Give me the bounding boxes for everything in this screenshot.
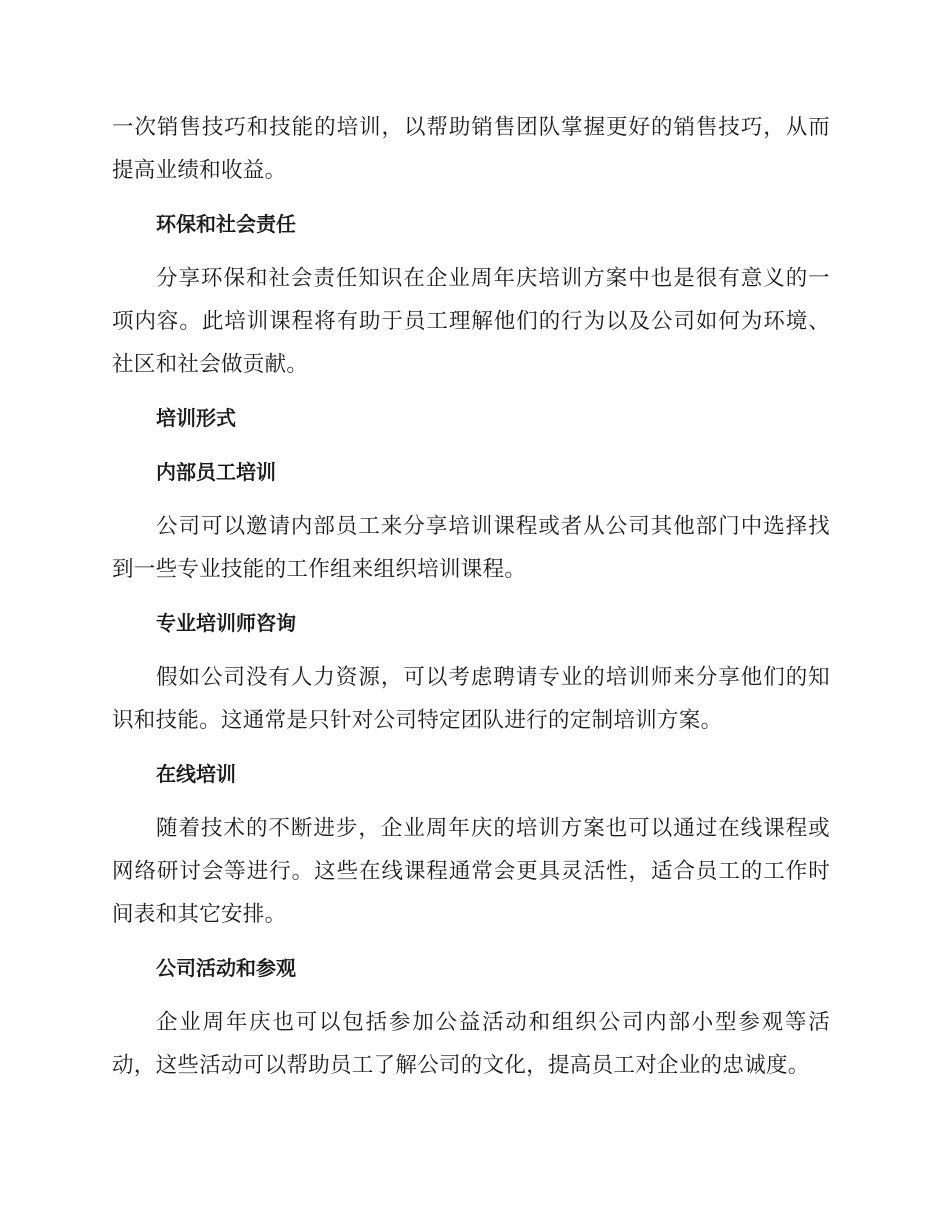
paragraph-environmental-social-responsibility: 分享环保和社会责任知识在企业周年庆培训方案中也是很有意义的一项内容。此培训课程将有助于员工理解他们的行为以及公司如何为环境、社区和社会做贡献。 (112, 266, 830, 377)
heading-environmental-social-responsibility: 环保和社会责任 (156, 212, 296, 236)
heading-internal-staff-training: 内部员工培训 (156, 460, 276, 484)
heading-company-activities-visits: 公司活动和参观 (156, 956, 296, 980)
document-page (112, 106, 830, 1087)
paragraph-online-training: 随着技术的不断进步，企业周年庆的培训方案也可以通过在线课程或网络研讨会等进行。这些在线课程通常会更具灵活性，适合员工的工作时间表和其它安排。 (112, 816, 830, 927)
heading-professional-trainer-consulting: 专业培训师咨询 (156, 611, 296, 635)
paragraph-professional-trainer-consulting: 假如公司没有人力资源，可以考虑聘请专业的培训师来分享他们的知识和技能。这通常是只针对公司特定团队进行的定制培训方案。 (112, 665, 830, 733)
paragraph-sales-training-continued: 一次销售技巧和技能的培训，以帮助销售团队掌握更好的销售技巧，从而提高业绩和收益。 (112, 115, 830, 183)
paragraph-company-activities-visits: 企业周年庆也可以包括参加公益活动和组织公司内部小型参观等活动，这些活动可以帮助员工了解公司的文化，提高员工对企业的忠诚度。 (112, 1010, 830, 1078)
paragraph-internal-staff-training: 公司可以邀请内部员工来分享培训课程或者从公司其他部门中选择找到一些专业技能的工作组来组织培训课程。 (112, 514, 830, 582)
heading-online-training: 在线培训 (156, 762, 236, 786)
heading-training-format: 培训形式 (156, 406, 236, 430)
